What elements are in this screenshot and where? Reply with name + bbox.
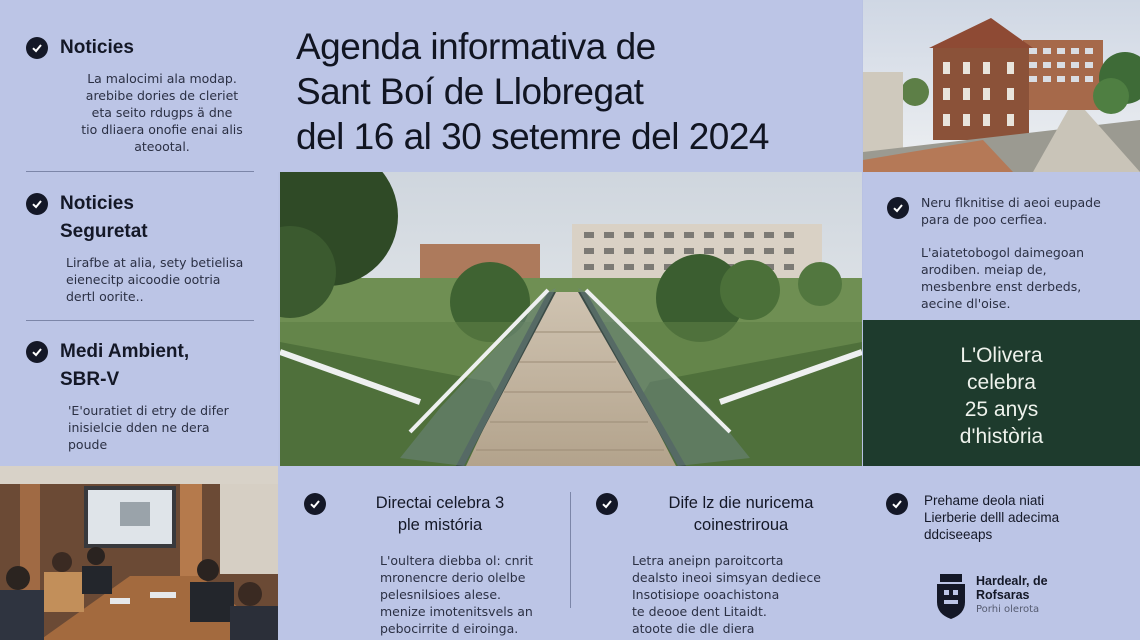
- left-news-column: [0, 0, 278, 466]
- logo-subtitle: Porhi olerota: [976, 604, 1040, 615]
- check-circle-icon: [26, 193, 48, 215]
- page-title: Agenda informativa de Sant Boí de Llobregat del 16 al 30 setemre del 2024: [296, 26, 770, 157]
- news-item-noticies[interactable]: [26, 34, 254, 155]
- news-title: Noticies: [60, 37, 134, 58]
- news-body: 'E'ouratiet di etry de difer inisielcie dden ne dera poude: [68, 403, 229, 452]
- news-item-bottom-2[interactable]: [596, 492, 856, 637]
- logo-name: Hardealr, de Rofsaras: [976, 574, 1048, 602]
- news-title: Medi Ambient, SBR-V: [60, 341, 190, 390]
- news-item-bottom-3[interactable]: [886, 492, 1136, 543]
- news-item-bottom-1[interactable]: [304, 492, 564, 637]
- check-circle-icon: [596, 493, 618, 515]
- feature-card-title: L'Olivera celebra 25 anys d'història: [959, 344, 1044, 448]
- news-body: Neru flknitise di aeoi eupade para de poo cerfiea.: [921, 195, 1101, 227]
- feature-card-olivera[interactable]: [863, 320, 1140, 466]
- divider: [26, 320, 254, 321]
- news-body: Lirafbe at alia, sety betielisa eienecitp aicoodie ootria dertl oorite..: [66, 255, 244, 304]
- news-title: Prehame deola niati Lierberie delll adecima ddciseeaps: [924, 493, 1060, 542]
- meeting-photo[interactable]: [0, 466, 278, 640]
- news-item-medi-ambient[interactable]: [26, 338, 254, 453]
- coat-of-arms-icon: [934, 574, 968, 620]
- municipal-logo[interactable]: [934, 574, 1048, 620]
- news-title: Directai celebra 3 ple mistória: [375, 494, 505, 534]
- headline-panel: [278, 0, 862, 172]
- building-photo[interactable]: [863, 0, 1140, 172]
- check-circle-icon: [304, 493, 326, 515]
- news-body: L'oultera diebba ol: cnrit mronencre derio olelbe pelesnilsioes alese. menize imotenitsvels an pebocirrite d eiroinga.: [380, 553, 534, 636]
- bottom-news-row: [278, 466, 1140, 640]
- news-title: Noticies Seguretat: [60, 193, 148, 242]
- news-item-seguretat[interactable]: [26, 190, 254, 305]
- divider: [26, 171, 254, 172]
- news-title: Dife lz die nuricema coinestriroua: [668, 494, 814, 534]
- news-body: L'aiatetobogol daimegoan arodiben. meiap de, mesbenbre enst derbeds, aecine dl'oise.: [921, 245, 1085, 311]
- bridge-photo[interactable]: [280, 172, 862, 466]
- divider: [570, 492, 571, 608]
- news-item-right[interactable]: [887, 194, 1135, 228]
- right-news-panel: [863, 172, 1140, 320]
- news-body: La malocimi ala modap. arebibe dories de cleriet eta seito rdugps ä dne tio dliaera onofie enai alis ateootal.: [81, 71, 243, 154]
- check-circle-icon: [887, 197, 909, 219]
- news-body: Letra aneipn paroitcorta dealsto ineoi simsyan dediece Insotisiope ooachistona te deooe dent Litaidt. atoote die dle diera: [632, 553, 821, 636]
- check-circle-icon: [886, 493, 908, 515]
- check-circle-icon: [26, 37, 48, 59]
- check-circle-icon: [26, 341, 48, 363]
